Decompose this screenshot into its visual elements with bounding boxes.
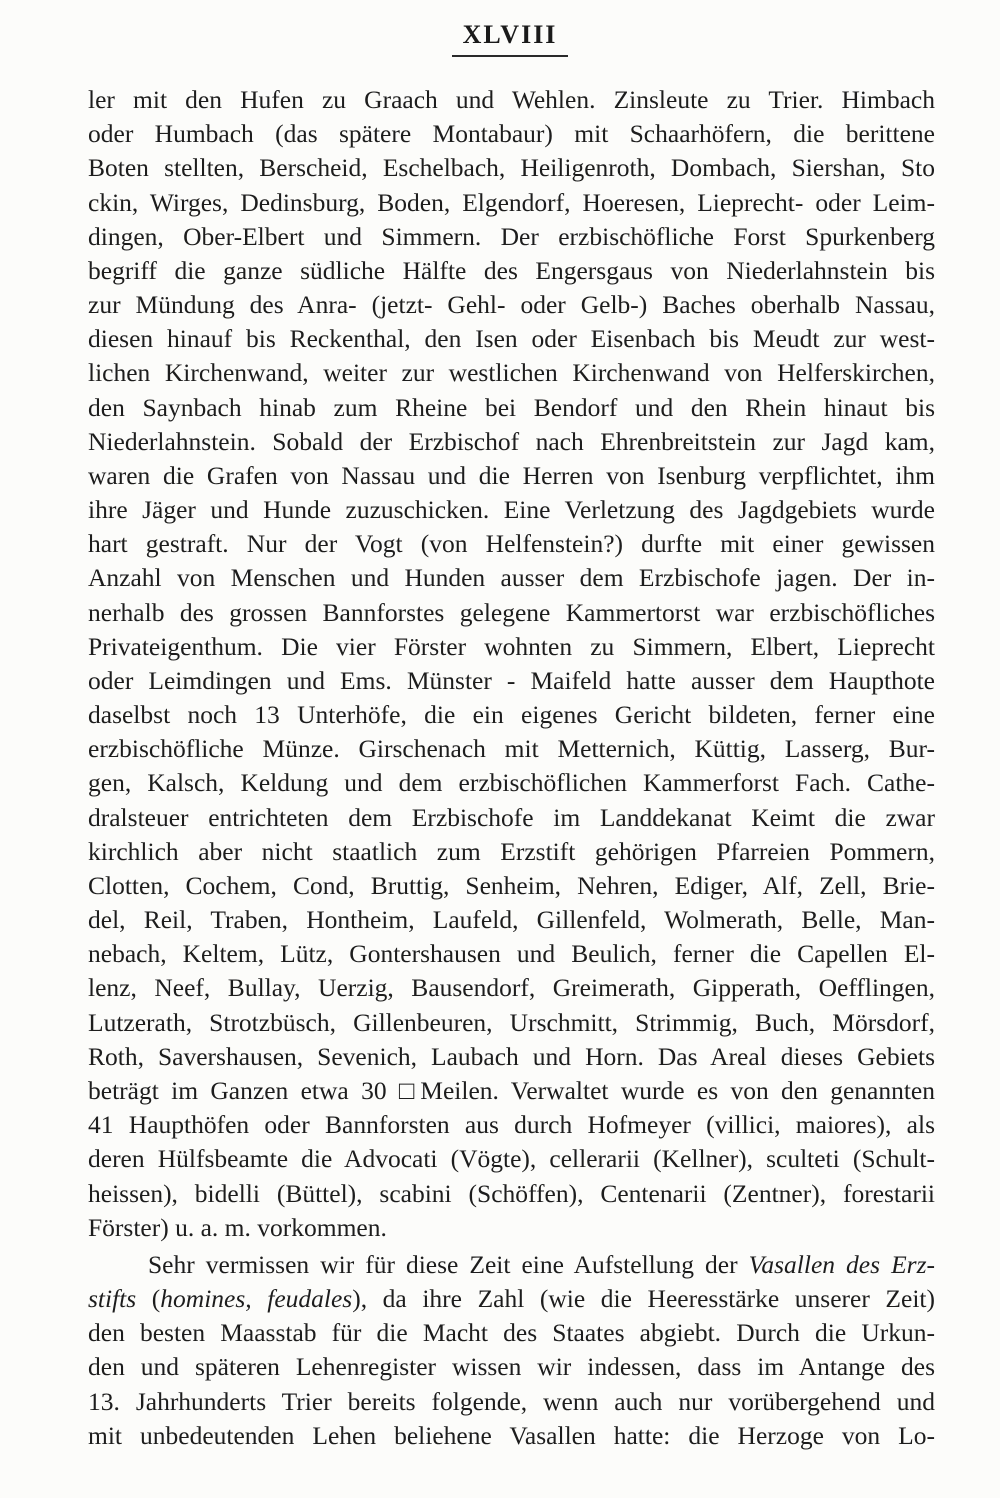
- text-line: hart gestraft. Nur der Vogt (von Helfenstein?) durfte mit einer gewissen: [88, 529, 935, 559]
- text-line: den besten Maasstab für die Macht des Staates abgiebt. Durch die Urkun-: [88, 1318, 935, 1348]
- text-line: waren die Grafen von Nassau und die Herren von Isenburg verpflichtet, ihm: [88, 460, 935, 490]
- text-line: dralsteuer entrichteten dem Erzbischofe im Landdekanat Keimt die zwar: [88, 802, 935, 832]
- text-line: Clotten, Cochem, Cond, Bruttig, Senheim, Nehren, Ediger, Alf, Zell, Brie-: [88, 870, 935, 900]
- text-line: erzbischöfliche Münze. Girschenach mit Metternich, Küttig, Lasserg, Bur-: [88, 734, 935, 764]
- text-line: daselbst noch 13 Unterhöfe, die ein eigenes Gericht bildeten, ferner eine: [88, 700, 935, 730]
- text-line: Förster) u. a. m. vorkommen.: [88, 1212, 387, 1242]
- text-line: dingen, Ober-Elbert und Simmern. Der erzbischöfliche Forst Spurkenberg: [88, 221, 935, 251]
- text-line: ler mit den Hufen zu Graach und Wehlen. Zinsleute zu Trier. Himbach: [88, 85, 935, 114]
- body-text: [88, 83, 935, 1453]
- text-line: 13. Jahrhunderts Trier bereits folgende, wenn auch nur vorübergehend und: [88, 1386, 935, 1416]
- text-line: Niederlahnstein. Sobald der Erzbischof nach Ehrenbreitstein zur Jagd kam,: [88, 426, 935, 456]
- text-line: oder Leimdingen und Ems. Münster - Maifeld hatte ausser dem Haupthote: [88, 665, 935, 695]
- italic-text-segment: Vasallen des Erz-: [748, 1249, 935, 1279]
- text-line: gen, Kalsch, Keldung und dem erzbischöflichen Kammerforst Fach. Cathe-: [88, 768, 935, 798]
- text-line: deren Hülfsbeamte die Advocati (Vögte), cellerarii (Kellner), sculteti (Schult-: [88, 1144, 935, 1174]
- text-line: ihre Jäger und Hunde zuzuschicken. Eine Verletzung des Jagdgebiets wurde: [88, 495, 935, 525]
- text-line: diesen hinauf bis Reckenthal, den Isen oder Eisenbach bis Meudt zur west-: [88, 324, 935, 354]
- text-line: heissen), bidelli (Büttel), scabini (Schöffen), Centenarii (Zentner), forestarii: [88, 1178, 935, 1208]
- text-line: Boten stellten, Berscheid, Eschelbach, Heiligenroth, Dombach, Siershan, Sto: [88, 153, 935, 183]
- text-line: beträgt im Ganzen etwa 30 □Meilen. Verwaltet wurde es von den genannten: [88, 1075, 935, 1105]
- italic-text-segment: stifts: [88, 1284, 137, 1314]
- text-line: Anzahl von Menschen und Hunden ausser dem Erzbischofe jagen. Der in-: [88, 563, 935, 593]
- text-line: den und späteren Lehenregister wissen wir indessen, dass im Antange des: [88, 1352, 935, 1382]
- text-line: [88, 1282, 935, 1316]
- text-line: del, Reil, Traben, Hontheim, Laufeld, Gillenfeld, Wolmerath, Belle, Man-: [88, 905, 935, 935]
- text-line: [88, 1248, 935, 1282]
- text-segment: (: [136, 1284, 161, 1314]
- page-number-header: XLVIII: [462, 20, 558, 49]
- text-line: den Saynbach hinab zum Rheine bei Bendorf und den Rhein hinaut bis: [88, 392, 935, 422]
- text-line: ckin, Wirges, Dedinsburg, Boden, Elgendorf, Hoeresen, Lieprecht- oder Leim-: [88, 187, 935, 217]
- italic-text-segment: homines, feudales: [160, 1284, 353, 1314]
- text-line: Roth, Savershausen, Sevenich, Laubach und Horn. Das Areal dieses Gebiets: [88, 1041, 935, 1071]
- text-line: nerhalb des grossen Bannforstes gelegene Kammertorst war erzbischöfliches: [88, 597, 935, 627]
- paragraph: [88, 1248, 935, 1453]
- text-line: zur Mündung des Anra- (jetzt- Gehl- oder Gelb-) Baches oberhalb Nassau,: [88, 290, 935, 320]
- paragraph: [88, 83, 935, 1245]
- text-line: lichen Kirchenwand, weiter zur westlichen Kirchenwand von Helferskirchen,: [88, 358, 935, 388]
- text-line: Lutzerath, Strotzbüsch, Gillenbeuren, Urschmitt, Strimmig, Buch, Mörsdorf,: [88, 1007, 935, 1037]
- text-line: Privateigenthum. Die vier Förster wohnten zu Simmern, Elbert, Lieprecht: [88, 631, 935, 661]
- text-line: nebach, Keltem, Lütz, Gontershausen und Beulich, ferner die Capellen El-: [88, 939, 935, 969]
- text-segment: Sehr vermissen wir für diese Zeit eine Aufstellung der: [148, 1249, 749, 1279]
- text-segment: ), da ihre Zahl (wie die Heeresstärke unserer Zeit): [352, 1284, 935, 1314]
- text-line: 41 Haupthöfen oder Bannforsten aus durch Hofmeyer (villici, maiores), als: [88, 1110, 935, 1140]
- text-line: mit unbedeutenden Lehen beliehene Vasallen hatte: die Herzoge von Lo-: [88, 1420, 935, 1450]
- text-line: kirchlich aber nicht staatlich zum Erzstift gehörigen Pfarreien Pommern,: [88, 836, 935, 866]
- text-line: begriff die ganze südliche Hälfte des Engersgaus von Niederlahnstein bis: [88, 255, 935, 285]
- text-line: lenz, Neef, Bullay, Uerzig, Bausendorf, Greimerath, Gipperath, Oefflingen,: [88, 973, 935, 1003]
- text-line: oder Humbach (das spätere Montabaur) mit Schaarhöfern, die berittene: [88, 119, 935, 149]
- header-rule: [452, 55, 568, 57]
